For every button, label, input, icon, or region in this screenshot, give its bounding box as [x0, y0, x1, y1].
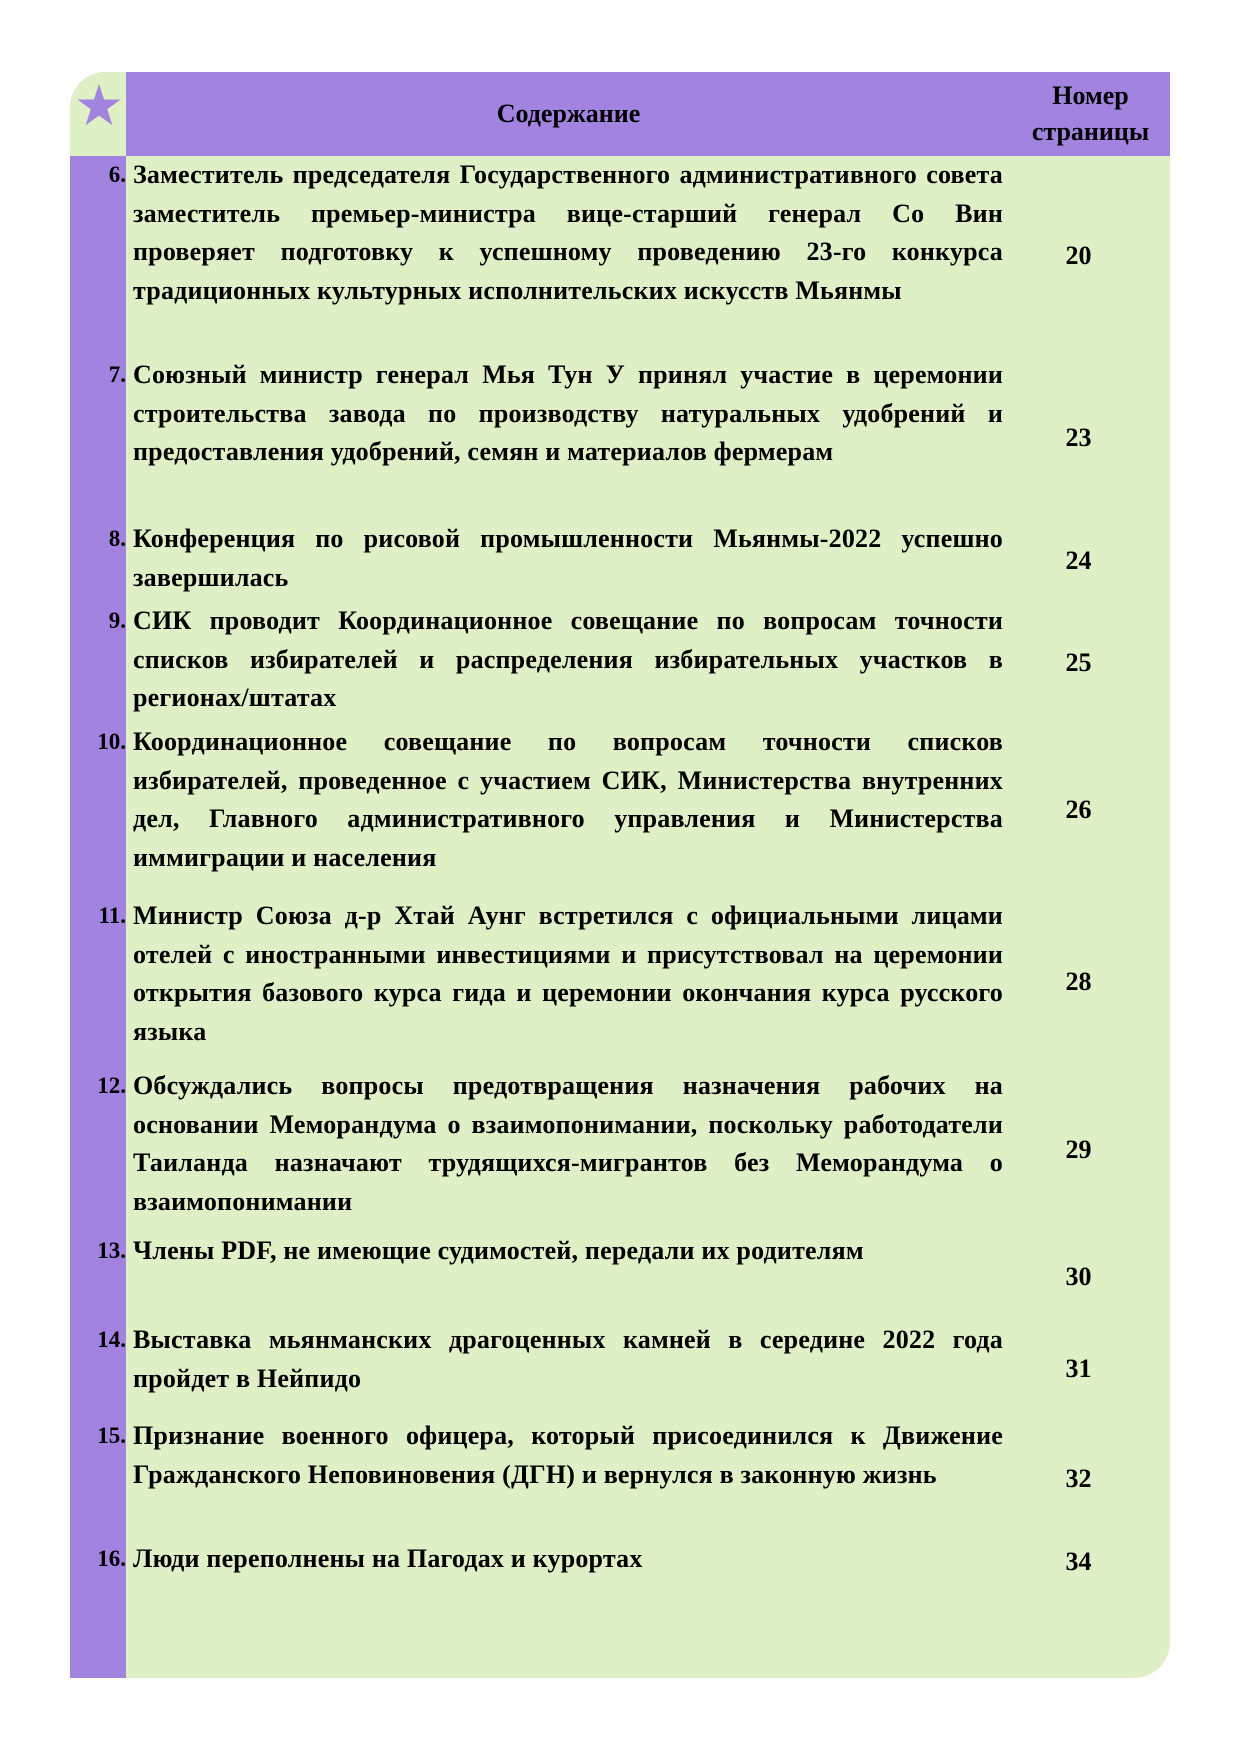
toc-entry: [70, 723, 1170, 897]
entry-title: Выставка мьянманских драгоценных камней в середине 2022 года пройдет в Нейпидо: [133, 1325, 1003, 1393]
entry-number: 11.: [98, 903, 126, 928]
entry-title: Министр Союза д-р Хтай Аунг встретился с официальными лицами отелей с иностранными инвестициями и присутствовал на церемонии открытия базового курса гида и церемонии окончания курса русского языка: [133, 901, 1003, 1046]
entry-title: Конференция по рисовой промышленности Мьянмы-2022 успешно завершилась: [133, 524, 1003, 592]
toc-entry: [70, 1540, 1170, 1584]
entry-title: Заместитель председателя Государственного административного совета заместитель премьер-министра вице-старший генерал Со Вин проверяет подготовку к успешному проведению 23-го конкурса традиционных культурных исполнительских искусств Мьянмы: [133, 160, 1003, 305]
toc-entry: [70, 602, 1170, 723]
toc-entry: [70, 1232, 1170, 1321]
entry-page: 31: [1065, 1354, 1092, 1383]
entry-page: 24: [1065, 546, 1092, 575]
entry-number: 16.: [97, 1546, 126, 1571]
entry-page: 20: [1065, 241, 1092, 270]
entry-page: 26: [1065, 795, 1092, 824]
entry-number: 9.: [108, 608, 126, 633]
star-icon: [76, 82, 122, 128]
page-number-header-line2: страницы: [1031, 117, 1150, 146]
entry-number: 6.: [108, 162, 126, 187]
entry-title: Признание военного офицера, который присоединился к Движение Гражданского Неповиновения (ДГН) и вернулся в законную жизнь: [133, 1421, 1003, 1489]
entry-number: 15.: [97, 1423, 126, 1448]
entry-title: Координационное совещание по вопросам точности списков избирателей, проведенное с участием СИК, Министерства внутренних дел, Главного административного управления и Министерства иммиграции и населения: [133, 727, 1003, 872]
toc-entry: [70, 356, 1170, 520]
entry-page: 23: [1065, 423, 1092, 452]
entry-number: 13.: [97, 1238, 126, 1263]
entry-number: 12.: [97, 1073, 126, 1098]
toc-entry: [70, 1321, 1170, 1417]
entry-page: 28: [1065, 967, 1092, 996]
toc-entry: [70, 1417, 1170, 1540]
entry-title: Союзный министр генерал Мья Тун У принял участие в церемонии строительства завода по производству натуральных удобрений и предоставления удобрений, семян и материалов фермерам: [133, 360, 1003, 466]
toc-entry: [70, 897, 1170, 1067]
entry-title: Обсуждались вопросы предотвращения назначения рабочих на основании Меморандума о взаимопонимании, поскольку работодатели Таиланда назначают трудящихся-мигрантов без Меморандума о взаимопонимании: [133, 1071, 1003, 1216]
entry-title: Члены PDF, не имеющие судимостей, передали их родителям: [133, 1236, 864, 1265]
entry-number: 14.: [97, 1327, 126, 1352]
entry-page: 29: [1065, 1134, 1092, 1164]
corner-box: [70, 72, 126, 156]
entry-page: 34: [1065, 1547, 1092, 1576]
toc-entry: [70, 520, 1170, 602]
entry-number: 8.: [108, 526, 126, 551]
toc-list: [70, 156, 1170, 1584]
page-number-header: [1011, 72, 1170, 156]
toc-entry: [70, 1067, 1170, 1232]
table-title: Содержание: [496, 99, 641, 128]
entry-title: Люди переполнены на Пагодах и курортах: [133, 1544, 643, 1573]
entry-number: 10.: [97, 729, 126, 754]
entry-page: 25: [1065, 647, 1092, 677]
entry-number: 7.: [108, 362, 126, 387]
entry-page: 32: [1065, 1463, 1092, 1493]
entry-title: СИК проводит Координационное совещание по вопросам точности списков избирателей и распределения избирательных участков в регионах/штатах: [133, 606, 1003, 712]
entry-page: 30: [1065, 1261, 1092, 1291]
toc-panel: [70, 72, 1170, 1678]
toc-entry: [70, 156, 1170, 356]
page-number-header-line1: Номер: [1052, 81, 1129, 110]
